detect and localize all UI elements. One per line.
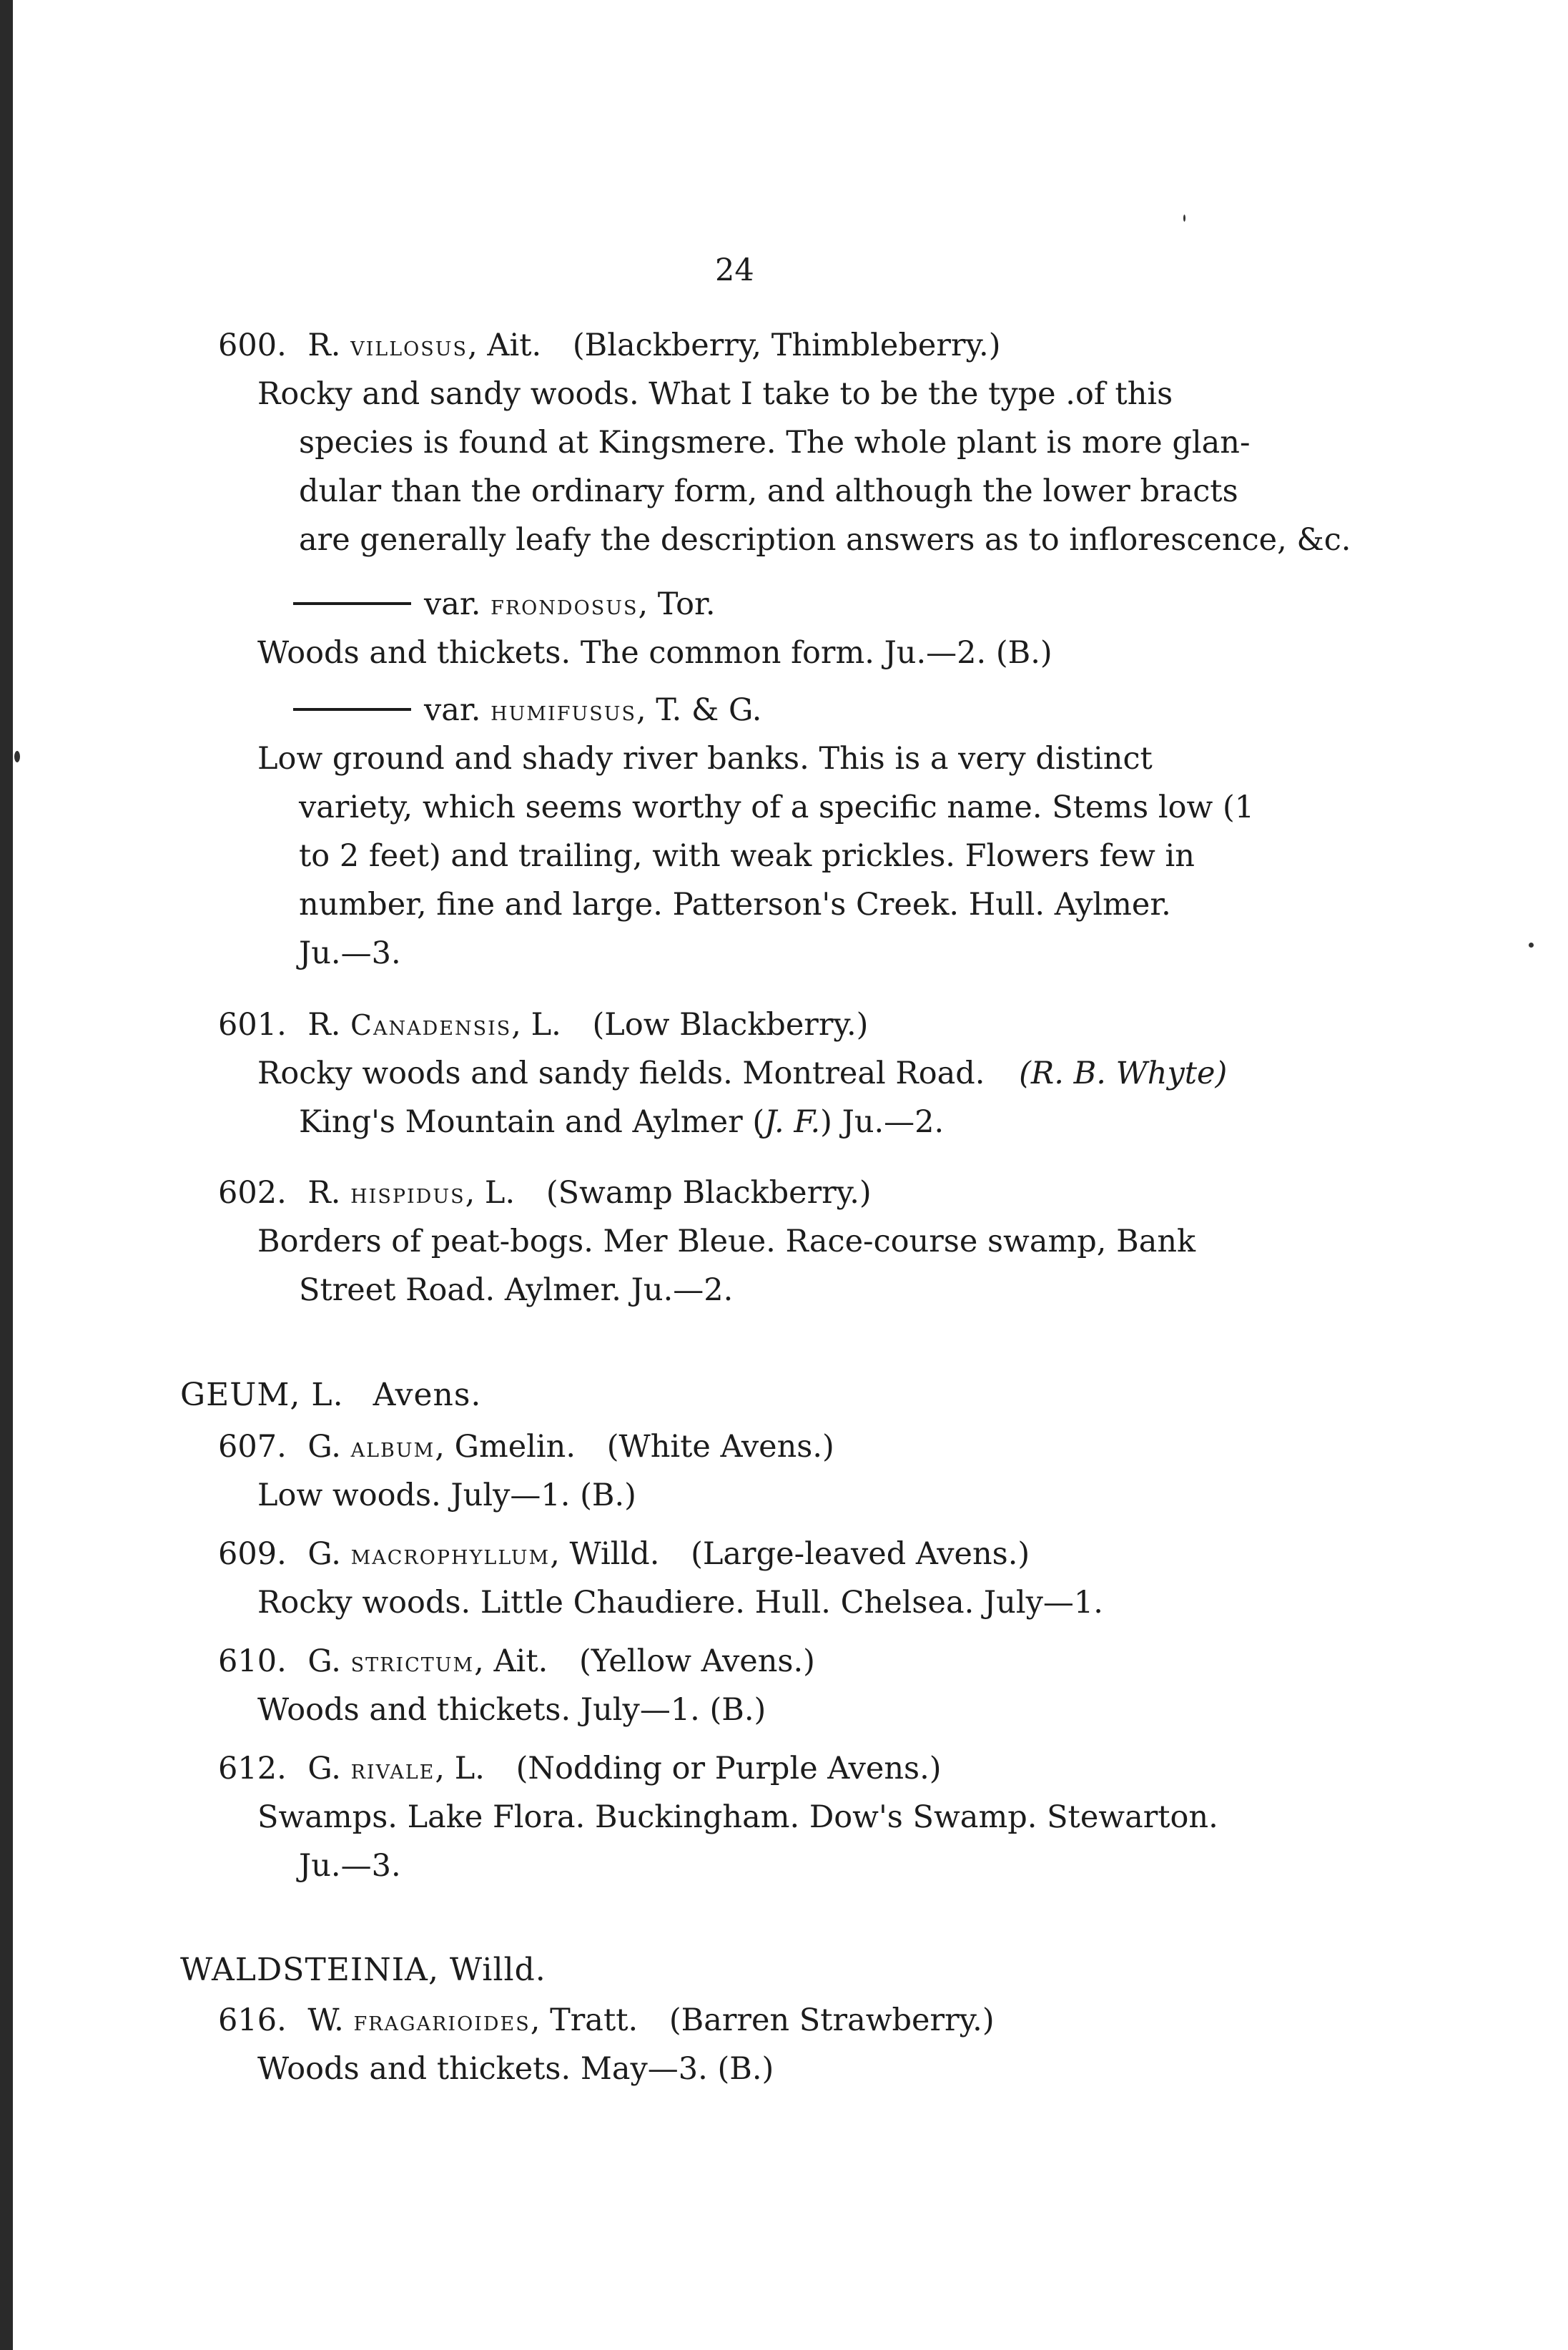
variety-humifusus-line: to 2 feet) and trailing, with weak prickles. Flowers few in: [299, 838, 1195, 874]
entry-616-line: Woods and thickets. May—3. (B.): [257, 2051, 774, 2087]
entry-610-line: Woods and thickets. July—1. (B.): [257, 1692, 766, 1728]
authority: , Willd.: [550, 1536, 660, 1572]
variety-frondosus-line: Woods and thickets. The common form. Ju.—2. (B.): [257, 635, 1052, 671]
variety-humifusus-line: variety, which seems worthy of a specific name. Stems low (1: [299, 790, 1255, 825]
common-name: (Nodding or Purple Avens.): [516, 1751, 942, 1786]
variety-humifusus-line: number, fine and large. Patterson's Creek. Hull. Aylmer.: [299, 887, 1171, 923]
variety-humifusus-line: Low ground and shady river banks. This is a very distinct: [257, 741, 1153, 777]
entry-600-line: dular than the ordinary form, and although the lower bracts: [299, 473, 1238, 509]
entry-number: 609.: [218, 1536, 287, 1572]
species-name: rivale: [350, 1754, 435, 1786]
common-name: (White Avens.): [606, 1429, 834, 1465]
locality-text: Rocky woods and sandy fields. Montreal Road.: [257, 1056, 985, 1091]
species-name: fragarioides: [353, 2005, 531, 2037]
variety-name: frondosus: [490, 589, 638, 621]
entry-612-line: Ju.—3.: [299, 1848, 401, 1884]
locality-text: King's Mountain and Aylmer (: [299, 1104, 765, 1140]
genus-abbr: R.: [307, 1175, 341, 1211]
variety-humifusus-heading: [293, 687, 761, 735]
variety-frondosus-heading: [293, 581, 716, 629]
genus-abbr: W.: [307, 2002, 344, 2038]
entry-612-line: Swamps. Lake Flora. Buckingham. Dow's Swamp. Stewarton.: [257, 1799, 1218, 1835]
common-name: (Blackberry, Thimbleberry.): [572, 328, 1001, 363]
authority: , Ait.: [468, 328, 542, 363]
genus-waldsteinia-heading: WALDSTEINIA, Willd.: [180, 1952, 546, 1988]
common-name: (Swamp Blackberry.): [546, 1175, 872, 1211]
entry-601-heading: [218, 1001, 868, 1050]
common-name: (Large-leaved Avens.): [691, 1536, 1030, 1572]
entry-607-heading: [218, 1423, 834, 1472]
species-name: Canadensis: [350, 1010, 512, 1042]
genus-common-name: Avens.: [373, 1377, 482, 1413]
entry-607-line: Low woods. July—1. (B.): [257, 1478, 636, 1513]
common-name: (Barren Strawberry.): [669, 2002, 995, 2038]
entry-610-heading: [218, 1638, 815, 1686]
entry-600-line: Rocky and sandy woods. What I take to be the type .of this: [257, 376, 1173, 412]
common-name: (Yellow Avens.): [578, 1643, 815, 1679]
authority: , Tratt.: [530, 2002, 638, 2038]
species-name: macrophyllum: [350, 1539, 551, 1571]
entry-number: 602.: [218, 1175, 287, 1211]
genus-abbr: G.: [307, 1536, 341, 1572]
entry-600-line: species is found at Kingsmere. The whole plant is more glan-: [299, 425, 1251, 461]
entry-609-line: Rocky woods. Little Chaudiere. Hull. Chelsea. July—1.: [257, 1585, 1103, 1621]
entry-number: 616.: [218, 2002, 287, 2038]
entry-number: 600.: [218, 328, 287, 363]
authority: , Ait.: [474, 1643, 548, 1679]
dash-rule: [293, 708, 411, 711]
dash-rule: [293, 602, 411, 605]
species-name: strictum: [350, 1646, 475, 1678]
entry-602-line: Borders of peat-bogs. Mer Bleue. Race-course swamp, Bank: [257, 1224, 1196, 1259]
collector-credit: J. F.: [764, 1104, 821, 1140]
genus-abbr: R.: [307, 328, 341, 363]
entry-number: 601.: [218, 1007, 287, 1043]
authority: , Gmelin.: [435, 1429, 576, 1465]
var-label: var.: [424, 692, 481, 728]
entry-616-heading: [218, 1997, 995, 2045]
entry-612-heading: [218, 1745, 942, 1794]
entry-609-heading: [218, 1530, 1030, 1579]
genus-abbr: G.: [307, 1751, 341, 1786]
genus-abbr: G.: [307, 1643, 341, 1679]
entry-number: 610.: [218, 1643, 287, 1679]
species-name: villosus: [350, 330, 468, 363]
entry-601-line: [299, 1098, 944, 1146]
collector-credit: (R. B. Whyte): [1019, 1056, 1228, 1091]
authority: , L.: [465, 1175, 516, 1211]
authority: , Tor.: [638, 586, 716, 622]
var-label: var.: [424, 586, 481, 622]
entry-602-line: Street Road. Aylmer. Ju.—2.: [299, 1272, 734, 1308]
flowering-time: ) Ju.—2.: [820, 1104, 945, 1140]
genus-geum-heading: [180, 1372, 481, 1419]
entry-602-heading: [218, 1169, 872, 1218]
genus-name: GEUM, L.: [180, 1377, 344, 1413]
genus-abbr: G.: [307, 1429, 341, 1465]
species-name: hispidus: [350, 1178, 465, 1210]
species-name: album: [350, 1432, 435, 1464]
variety-name: humifusus: [490, 695, 636, 727]
common-name: (Low Blackberry.): [592, 1007, 869, 1043]
entry-number: 607.: [218, 1429, 287, 1465]
entry-number: 612.: [218, 1751, 287, 1786]
entry-600-line: are generally leafy the description answers as to inflorescence, &c.: [299, 522, 1351, 558]
entry-601-line: [257, 1050, 1227, 1097]
genus-abbr: R.: [307, 1007, 341, 1043]
entry-600-heading: [218, 322, 1000, 370]
authority: , L.: [435, 1751, 485, 1786]
authority: , L.: [511, 1007, 561, 1043]
page-number: 24: [715, 252, 754, 288]
authority: , T. & G.: [636, 692, 762, 728]
variety-humifusus-line: Ju.—3.: [299, 935, 401, 971]
